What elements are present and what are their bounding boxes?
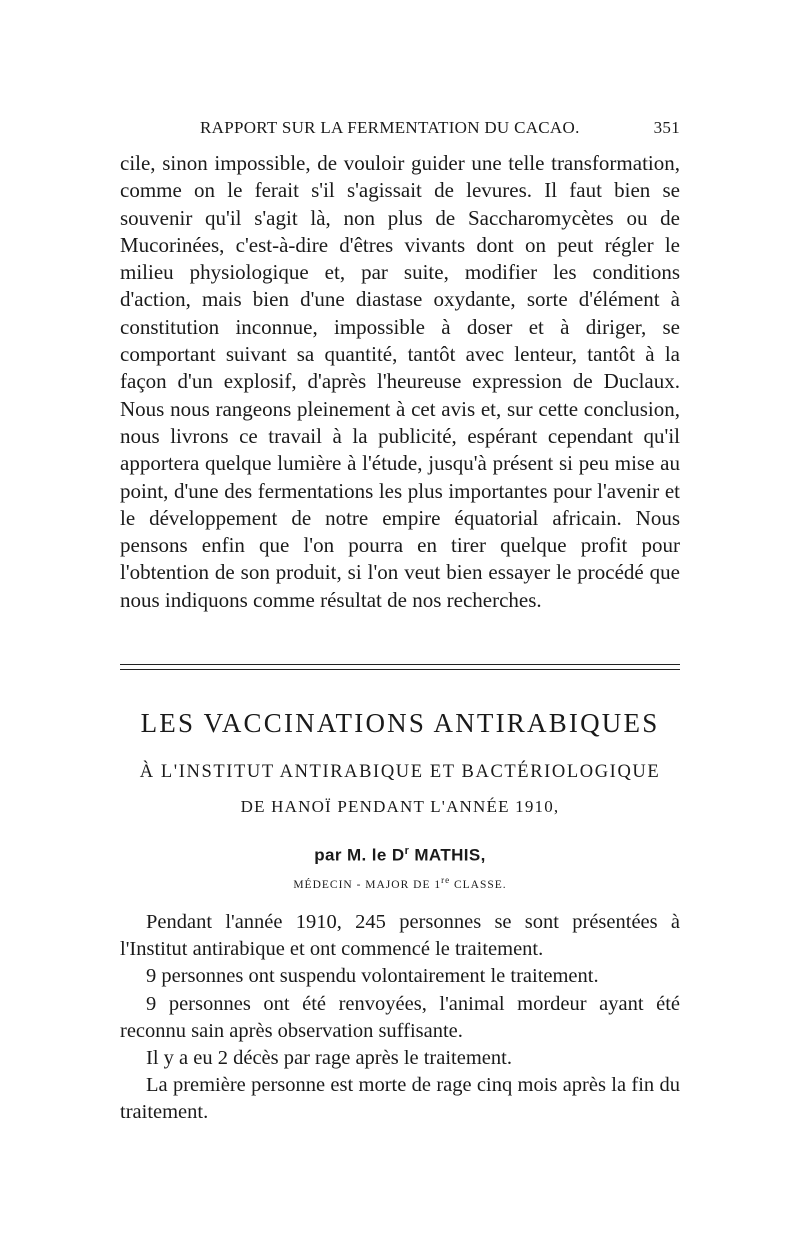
paragraph: 9 personnes ont suspendu volontairement le traitement. <box>146 965 599 988</box>
article-subtitle-line2: DE HANOÏ PENDANT L'ANNÉE 1910, <box>240 797 560 816</box>
running-head-title: RAPPORT SUR LA FERMENTATION DU CACAO. <box>200 118 580 137</box>
rank-sup: re <box>441 875 451 885</box>
section-divider-bottom <box>120 669 680 670</box>
article-body <box>120 909 680 1127</box>
author-name: MATHIS, <box>409 845 486 865</box>
paragraph: cile, sinon impossible, de vouloir guider une telle transformation, comme on le ferait s'il s'agissait de levures. Il faut bien se souvenir qu'il s'agit là, non plus de Saccharomycètes ou de Mucorinées, c'est-à-dire d'êtres vivants dont on peut régler le milieu physiologique et, par suite, modifier les conditions d'action, mais bien d'une diastase oxydante, sorte d'élément à constitution inconnue, impossible à doser et à diriger, se comportant suivant sa quantité, tantôt avec lenteur, tantôt à la façon d'un explosif, d'après l'heureuse expression de Duclaux. Nous nous rangeons pleinement à cet avis et, sur cette conclusion, nous livrons ce travail à la publicité, espérant cependant qu'il apportera quelque lumière à l'étude, jusqu'à présent si peu mise au point, d'une des fermentations les plus importantes pour l'avenir et le développement de notre empire équatorial africain. Nous pensons enfin que l'on pourra en tirer quelque profit pour l'obtention de son produit, si l'on veut bien essayer le procédé que nous indiquons comme résultat de nos recherches. <box>120 151 680 612</box>
paragraph: Il y a eu 2 décès par rage après le traitement. <box>146 1047 512 1070</box>
previous-article-text <box>120 150 680 614</box>
paragraph: Pendant l'année 1910, 245 personnes se sont présentées à l'Institut antirabique et ont commencé le traitement. <box>120 911 680 961</box>
page-number: 351 <box>653 118 680 137</box>
article-title: LES VACCINATIONS ANTIRABIQUES <box>140 708 660 738</box>
byline-prefix: par M. le D <box>314 845 405 865</box>
rank-prefix: MÉDECIN - MAJOR DE 1 <box>293 878 442 891</box>
running-head <box>200 118 680 138</box>
article-subtitle: À L'INSTITUT ANTIRABIQUE ET BACTÉRIOLOGIQUE <box>139 762 661 782</box>
rank-suffix: CLASSE. <box>450 878 507 891</box>
section-divider-top <box>120 664 680 665</box>
byline-sup: r <box>404 845 410 857</box>
paragraph: La première personne est morte de rage cinq mois après la fin du traitement. <box>120 1074 680 1124</box>
author-rank <box>120 875 680 891</box>
author-byline <box>120 845 680 866</box>
paragraph: 9 personnes ont été renvoyées, l'animal mordeur ayant été reconnu sain après observation suffisante. <box>120 992 680 1042</box>
